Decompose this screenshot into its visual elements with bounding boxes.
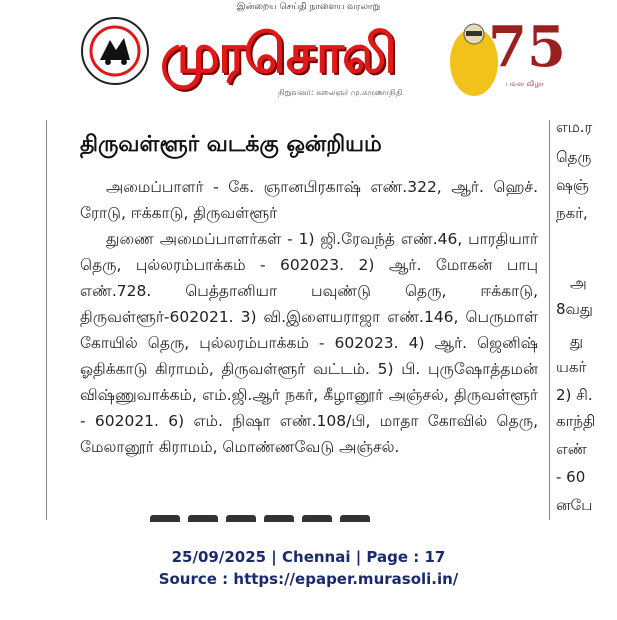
adjacent-line: காந்தி [556, 412, 596, 430]
adjacent-line: எண் [556, 440, 587, 458]
column-rule-left [46, 120, 47, 520]
anniversary-75-emblem-icon [440, 4, 566, 104]
adjacent-line: ஷஞ் [556, 176, 589, 194]
article-headline: திருவள்ளூர் வடக்கு ஒன்றியம் [80, 132, 382, 157]
adjacent-line: தெரு [556, 148, 592, 166]
article-paragraph: துணை அமைப்பாளர்கள் - 1) ஜி.ரேவந்த் எண்.46, பாரதியார் தெரு, புல்லரம்பாக்கம் - 602023. 2) ஆர். மோகன் பாபு எண்.728. பெத்தானியா பவுண்டு தெரு, ஈக்காடு, திருவள்ளூர்-602021. 3) வி.இளையராஜா எண்.146, பெருமாள் கோயில் தெரு, புல்லரம்பாக்கம் - 602023. 4) ஆர். ஜெனிஷ் ஓதிக்காடு கிராமம், திருவள்ளூர் வட்டம். 5) பி. புருஷோத்தமன் விஷ்ணுவாக்கம், எம்.ஜி.ஆர் நகர், கீழானூர் அஞ்சல், திருவள்ளூர் - 602021. 6) எம். நிஷா எண்.108/பி, மாதா கோவில் தெரு, மேலானூர் கிராமம், மொண்ணவேடு அஞ்சல். [80, 230, 538, 456]
masthead-logo: முரசொலி [160, 22, 395, 85]
masthead-founder-line: நிறுவனர்: கலைஞர் மு.கருணாநிதி [278, 88, 403, 97]
adjacent-line: நகர், [556, 204, 588, 222]
article-paragraph: அமைப்பாளர் - கே. ஞானபிரகாஷ் எண்.322, ஆர். ஹெச். ரோடு, ஈக்காடு, திருவள்ளூர் [80, 178, 538, 222]
adjacent-line: யகர் [556, 358, 587, 376]
svg-text:75: 75 [488, 14, 566, 80]
page-gutter [0, 120, 6, 520]
adjacent-line: னபே [556, 496, 593, 514]
masthead-tagline: இன்றைய செய்தி நாளைய வரலாறு [236, 2, 381, 12]
party-seal-icon [80, 16, 150, 86]
adjacent-line: - 60 [556, 468, 586, 486]
adjacent-line: 2) சி. [556, 386, 593, 404]
adjacent-line: து [570, 332, 584, 350]
anniversary-sub: பவள விழா [506, 80, 544, 88]
adjacent-line: அ [570, 274, 587, 292]
adjacent-line: எம.ர [556, 118, 593, 136]
next-headline-cutoff [150, 512, 410, 521]
footer-date-page: 25/09/2025 | Chennai | Page : 17 [171, 548, 446, 566]
masthead [0, 0, 617, 118]
footer-source-link[interactable]: Source : https://epaper.murasoli.in/ [158, 570, 459, 588]
column-rule-right [549, 120, 550, 520]
adjacent-line: 8வது [556, 300, 593, 318]
article-body [80, 174, 538, 460]
adjacent-column [556, 112, 617, 522]
